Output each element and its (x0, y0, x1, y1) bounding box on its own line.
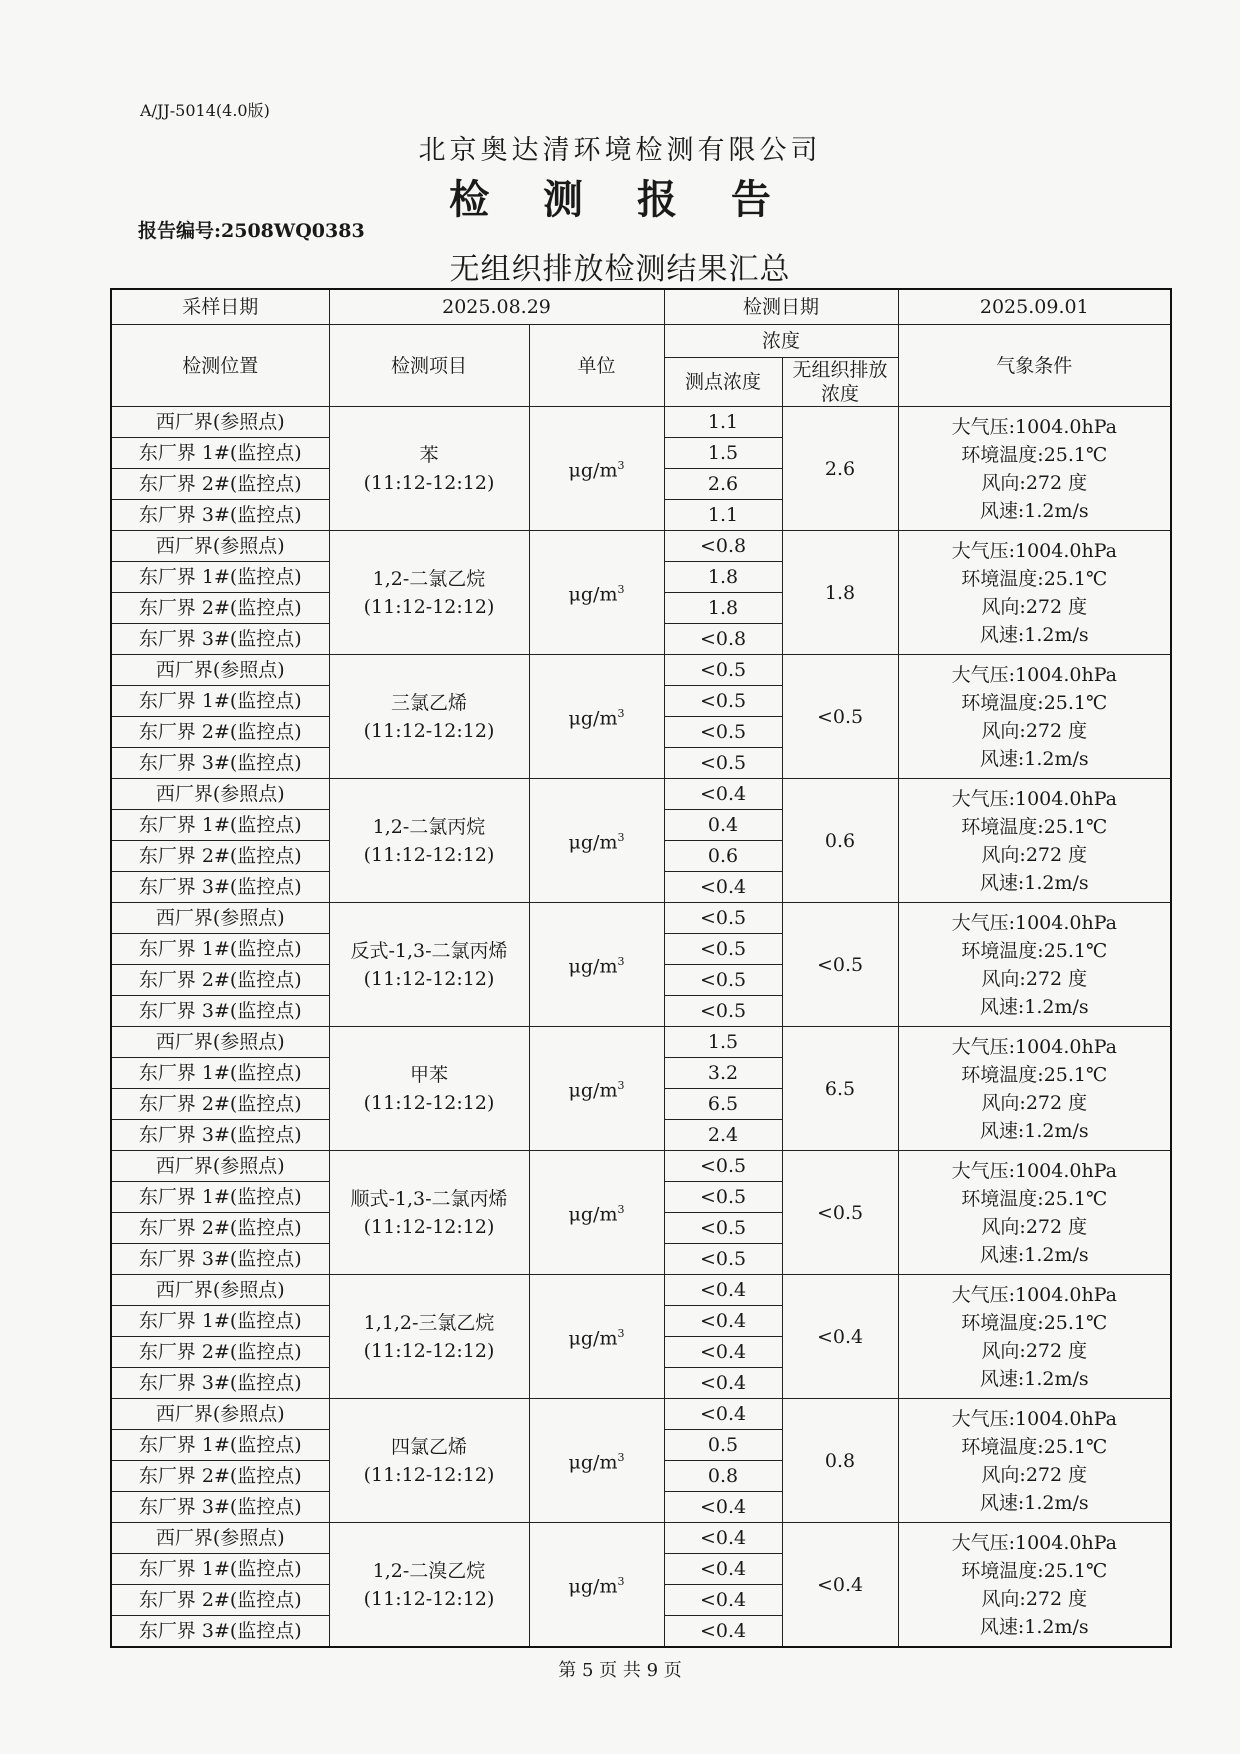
item-name: 三氯乙烯 (390, 691, 467, 714)
weather-wind-dir: 风向:272 度 (981, 1339, 1088, 1362)
point-concentration-cell: <0.5 (664, 996, 782, 1027)
position-cell: 东厂界 1#(监控点) (111, 438, 329, 469)
position-cell: 东厂界 2#(监控点) (111, 965, 329, 996)
report-number: 报告编号:2508WQ0383 (138, 220, 365, 242)
item-cell (329, 1027, 529, 1151)
item-name: 反式-1,3-二氯丙烯(11:12-12:12) (350, 939, 508, 990)
point-concentration-cell: <0.5 (664, 1213, 782, 1244)
position-cell: 西厂界(参照点) (111, 1523, 329, 1554)
weather-wind-speed: 风速:1.2m/s (979, 995, 1089, 1018)
point-concentration-cell: <0.4 (664, 1306, 782, 1337)
position-cell: 东厂界 3#(监控点) (111, 1120, 329, 1151)
sampling-date: 2025.08.29 (329, 289, 664, 325)
table-title: 无组织排放检测结果汇总 (449, 252, 791, 287)
point-concentration-cell: 0.6 (664, 841, 782, 872)
emission-concentration-cell: <0.4 (782, 1275, 898, 1399)
weather-cell (898, 407, 1171, 531)
position-cell: 东厂界 1#(监控点) (111, 1554, 329, 1585)
weather-wind-speed: 风速:1.2m/s (979, 1491, 1089, 1514)
point-concentration-cell: <0.4 (664, 1585, 782, 1616)
point-concentration-cell: <0.4 (664, 872, 782, 903)
weather-temperature: 环境温度:25.1℃ (961, 1063, 1108, 1086)
position-cell: 东厂界 1#(监控点) (111, 810, 329, 841)
weather-cell (898, 1523, 1171, 1648)
position-cell: 东厂界 2#(监控点) (111, 1461, 329, 1492)
item-time: (11:12-12:12) (363, 595, 495, 618)
item-cell (329, 903, 529, 1027)
item-cell (329, 1399, 529, 1523)
position-cell: 东厂界 1#(监控点) (111, 1430, 329, 1461)
point-concentration-cell: <0.4 (664, 1337, 782, 1368)
unit-base: μg/m (568, 955, 618, 978)
weather-wind-speed: 风速:1.2m/s (979, 623, 1089, 646)
weather-wind-speed: 风速:1.2m/s (979, 1119, 1089, 1142)
point-concentration-cell: <0.5 (664, 717, 782, 748)
item-time: (11:12-12:12) (363, 1215, 495, 1238)
table-row (111, 1027, 1171, 1058)
unit-superscript: 3 (617, 1203, 625, 1217)
item-time: (11:12-12:12) (363, 1091, 495, 1114)
point-concentration-cell: 3.2 (664, 1058, 782, 1089)
position-cell: 西厂界(参照点) (111, 1151, 329, 1182)
weather-temperature: 环境温度:25.1℃ (961, 815, 1108, 838)
unit-cell (529, 1275, 664, 1399)
position-cell: 东厂界 3#(监控点) (111, 1368, 329, 1399)
unit-cell (529, 655, 664, 779)
weather-temperature: 环境温度:25.1℃ (961, 567, 1108, 590)
weather-wind-speed: 风速:1.2m/s (979, 747, 1089, 770)
unit-base: μg/m (568, 1451, 618, 1474)
sampling-date-label: 采样日期 (111, 289, 329, 325)
unit-cell (529, 1151, 664, 1275)
emission-concentration-cell: <0.5 (782, 1151, 898, 1275)
point-concentration-cell: 0.8 (664, 1461, 782, 1492)
document-code: A/JJ-5014(4.0版) (140, 101, 270, 120)
page-number: 第 5 页 共 9 页 (558, 1660, 682, 1681)
unit-cell (529, 1523, 664, 1648)
emission-concentration-cell: <0.5 (782, 655, 898, 779)
weather-pressure: 大气压:1004.0hPa (951, 1035, 1117, 1058)
unit-cell (529, 1027, 664, 1151)
point-concentration-cell: 1.1 (664, 407, 782, 438)
weather-wind-dir: 风向:272 度 (981, 471, 1088, 494)
point-concentration-cell: <0.5 (664, 1244, 782, 1275)
weather-wind-speed: 风速:1.2m/s (979, 499, 1089, 522)
weather-cell (898, 1151, 1171, 1275)
position-cell: 东厂界 2#(监控点) (111, 1213, 329, 1244)
weather-pressure: 大气压:1004.0hPa (951, 663, 1117, 686)
table-row (111, 1275, 1171, 1306)
point-concentration-cell: 0.5 (664, 1430, 782, 1461)
weather-pressure: 大气压:1004.0hPa (951, 1283, 1117, 1306)
unit-superscript: 3 (617, 1079, 625, 1093)
item-cell (329, 1523, 529, 1648)
point-concentration-cell: 2.6 (664, 469, 782, 500)
weather-pressure: 大气压:1004.0hPa (951, 1407, 1117, 1430)
test-date-label: 检测日期 (664, 289, 898, 325)
table-row (111, 655, 1171, 686)
point-concentration-cell: <0.4 (664, 1399, 782, 1430)
position-cell: 东厂界 2#(监控点) (111, 1585, 329, 1616)
position-cell: 西厂界(参照点) (111, 655, 329, 686)
point-concentration-cell: 0.4 (664, 810, 782, 841)
weather-wind-dir: 风向:272 度 (981, 595, 1088, 618)
weather-wind-dir: 风向:272 度 (981, 1215, 1088, 1238)
unit-base: μg/m (568, 1203, 618, 1226)
unit-cell (529, 531, 664, 655)
weather-temperature: 环境温度:25.1℃ (961, 1311, 1108, 1334)
weather-cell (898, 1275, 1171, 1399)
item-name: 顺式-1,3-二氯丙烯 (350, 1187, 508, 1210)
item-name: 四氯乙烯 (390, 1435, 467, 1458)
emission-concentration-cell: 0.8 (782, 1399, 898, 1523)
unit-superscript: 3 (617, 1451, 625, 1465)
unit-base: μg/m (568, 1079, 618, 1102)
item-time: (11:12-12:12) (363, 719, 495, 742)
weather-cell (898, 903, 1171, 1027)
point-concentration-cell: <0.5 (664, 965, 782, 996)
point-concentration-cell: <0.4 (664, 1523, 782, 1554)
point-concentration-cell: <0.5 (664, 1151, 782, 1182)
point-concentration-cell: 1.8 (664, 562, 782, 593)
point-concentration-cell: <0.5 (664, 686, 782, 717)
position-cell: 西厂界(参照点) (111, 1027, 329, 1058)
point-concentration-cell: 1.8 (664, 593, 782, 624)
item-name: 1,1,2-三氯乙烷 (363, 1311, 495, 1334)
item-cell (329, 1275, 529, 1399)
unit-base: μg/m (568, 707, 618, 730)
unit-superscript: 3 (617, 459, 625, 473)
emission-concentration-cell: 6.5 (782, 1027, 898, 1151)
col-header-concentration: 浓度 (664, 325, 898, 358)
weather-temperature: 环境温度:25.1℃ (961, 1559, 1108, 1582)
unit-base: μg/m (568, 1327, 618, 1350)
point-concentration-cell: <0.4 (664, 1275, 782, 1306)
emission-concentration-cell: 2.6 (782, 407, 898, 531)
position-cell: 东厂界 3#(监控点) (111, 500, 329, 531)
point-concentration-cell: <0.5 (664, 655, 782, 686)
table-row (111, 1399, 1171, 1430)
item-cell (329, 531, 529, 655)
position-cell: 西厂界(参照点) (111, 407, 329, 438)
weather-pressure: 大气压:1004.0hPa (951, 911, 1117, 934)
test-date: 2025.09.01 (898, 289, 1171, 325)
weather-cell (898, 1399, 1171, 1523)
item-cell (329, 655, 529, 779)
item-name: 苯 (419, 443, 439, 466)
position-cell: 东厂界 2#(监控点) (111, 469, 329, 500)
weather-temperature: 环境温度:25.1℃ (961, 939, 1108, 962)
item-cell (329, 1151, 529, 1275)
unit-base: μg/m (568, 459, 618, 482)
item-cell (329, 407, 529, 531)
weather-pressure: 大气压:1004.0hPa (951, 415, 1117, 438)
table-row (111, 779, 1171, 810)
weather-temperature: 环境温度:25.1℃ (961, 691, 1108, 714)
unit-superscript: 3 (617, 1327, 625, 1341)
results-table (110, 288, 1172, 1648)
unit-superscript: 3 (617, 955, 625, 969)
unit-cell (529, 1399, 664, 1523)
point-concentration-cell: <0.8 (664, 531, 782, 562)
weather-temperature: 环境温度:25.1℃ (961, 1435, 1108, 1458)
position-cell: 东厂界 2#(监控点) (111, 1337, 329, 1368)
item-cell (329, 779, 529, 903)
col-header-item: 检测项目 (329, 325, 529, 407)
position-cell: 东厂界 1#(监控点) (111, 1182, 329, 1213)
col-header-point-concentration: 测点浓度 (664, 358, 782, 407)
unit-superscript: 3 (617, 831, 625, 845)
position-cell: 东厂界 1#(监控点) (111, 1306, 329, 1337)
point-concentration-cell: <0.5 (664, 903, 782, 934)
weather-cell (898, 779, 1171, 903)
item-time: (11:12-12:12) (363, 1463, 495, 1486)
point-concentration-cell: <0.4 (664, 1616, 782, 1648)
weather-cell (898, 531, 1171, 655)
item-name: 1,2-二氯乙烷 (372, 567, 486, 590)
position-cell: 西厂界(参照点) (111, 531, 329, 562)
position-cell: 东厂界 3#(监控点) (111, 1244, 329, 1275)
unit-superscript: 3 (617, 1575, 625, 1589)
weather-wind-speed: 风速:1.2m/s (979, 1615, 1089, 1638)
item-time: (11:12-12:12) (363, 1587, 495, 1610)
report-title: 检 测 报 告 (449, 176, 791, 223)
position-cell: 西厂界(参照点) (111, 903, 329, 934)
item-time: (11:12-12:12) (363, 843, 495, 866)
emission-concentration-cell: 0.6 (782, 779, 898, 903)
unit-cell (529, 779, 664, 903)
position-cell: 西厂界(参照点) (111, 1275, 329, 1306)
col-header-unit: 单位 (529, 325, 664, 407)
point-concentration-cell: <0.4 (664, 1368, 782, 1399)
position-cell: 东厂界 3#(监控点) (111, 624, 329, 655)
emission-concentration-cell: 1.8 (782, 531, 898, 655)
header-row-dates (111, 289, 1171, 325)
weather-pressure: 大气压:1004.0hPa (951, 1531, 1117, 1554)
weather-pressure: 大气压:1004.0hPa (951, 539, 1117, 562)
item-name: 1,2-二氯丙烷 (372, 815, 486, 838)
table-row (111, 1151, 1171, 1182)
weather-temperature: 环境温度:25.1℃ (961, 443, 1108, 466)
table-row (111, 903, 1171, 934)
point-concentration-cell: 1.5 (664, 438, 782, 469)
point-concentration-cell: <0.4 (664, 1554, 782, 1585)
position-cell: 东厂界 3#(监控点) (111, 996, 329, 1027)
emission-concentration-cell: <0.4 (782, 1523, 898, 1648)
weather-wind-speed: 风速:1.2m/s (979, 1367, 1089, 1390)
weather-cell (898, 655, 1171, 779)
weather-pressure: 大气压:1004.0hPa (951, 1159, 1117, 1182)
unit-base: μg/m (568, 583, 618, 606)
weather-wind-speed: 风速:1.2m/s (979, 871, 1089, 894)
position-cell: 东厂界 2#(监控点) (111, 1089, 329, 1120)
position-cell: 东厂界 2#(监控点) (111, 717, 329, 748)
unit-base: μg/m (568, 831, 618, 854)
weather-wind-dir: 风向:272 度 (981, 1463, 1088, 1486)
position-cell: 东厂界 3#(监控点) (111, 872, 329, 903)
weather-temperature: 环境温度:25.1℃ (961, 1187, 1108, 1210)
table-row (111, 531, 1171, 562)
position-cell: 东厂界 1#(监控点) (111, 562, 329, 593)
item-time: (11:12-12:12) (363, 1339, 495, 1362)
position-cell: 东厂界 3#(监控点) (111, 1616, 329, 1648)
weather-wind-dir: 风向:272 度 (981, 1587, 1088, 1610)
point-concentration-cell: <0.4 (664, 1492, 782, 1523)
weather-cell (898, 1027, 1171, 1151)
point-concentration-cell: <0.4 (664, 779, 782, 810)
point-concentration-cell: 1.5 (664, 1027, 782, 1058)
position-cell: 东厂界 3#(监控点) (111, 748, 329, 779)
position-cell: 东厂界 2#(监控点) (111, 593, 329, 624)
point-concentration-cell: 1.1 (664, 500, 782, 531)
unit-superscript: 3 (617, 707, 625, 721)
position-cell: 东厂界 1#(监控点) (111, 686, 329, 717)
point-concentration-cell: 6.5 (664, 1089, 782, 1120)
emission-concentration-cell: <0.5 (782, 903, 898, 1027)
point-concentration-cell: <0.8 (664, 624, 782, 655)
weather-wind-dir: 风向:272 度 (981, 843, 1088, 866)
item-name: 1,2-二溴乙烷 (372, 1559, 486, 1582)
weather-wind-dir: 风向:272 度 (981, 719, 1088, 742)
weather-pressure: 大气压:1004.0hPa (951, 787, 1117, 810)
item-time: (11:12-12:12) (363, 471, 495, 494)
col-header-position: 检测位置 (111, 325, 329, 407)
weather-wind-dir: 风向:272 度 (981, 967, 1088, 990)
point-concentration-cell: 2.4 (664, 1120, 782, 1151)
weather-wind-speed: 风速:1.2m/s (979, 1243, 1089, 1266)
point-concentration-cell: <0.5 (664, 748, 782, 779)
table-row (111, 1523, 1171, 1554)
company-name: 北京奥达清环境检测有限公司 (418, 135, 822, 166)
position-cell: 东厂界 3#(监控点) (111, 1492, 329, 1523)
position-cell: 西厂界(参照点) (111, 1399, 329, 1430)
header-row-columns (111, 325, 1171, 358)
position-cell: 东厂界 1#(监控点) (111, 934, 329, 965)
unit-base: μg/m (568, 1575, 618, 1598)
point-concentration-cell: <0.5 (664, 1182, 782, 1213)
point-concentration-cell: <0.5 (664, 934, 782, 965)
unit-cell (529, 903, 664, 1027)
position-cell: 西厂界(参照点) (111, 779, 329, 810)
col-header-emission-concentration: 无组织排放浓度 (782, 358, 898, 407)
unit-cell (529, 407, 664, 531)
position-cell: 东厂界 2#(监控点) (111, 841, 329, 872)
table-row (111, 407, 1171, 438)
item-name: 甲苯 (409, 1063, 448, 1086)
position-cell: 东厂界 1#(监控点) (111, 1058, 329, 1089)
weather-wind-dir: 风向:272 度 (981, 1091, 1088, 1114)
unit-superscript: 3 (617, 583, 625, 597)
col-header-weather: 气象条件 (898, 325, 1171, 407)
